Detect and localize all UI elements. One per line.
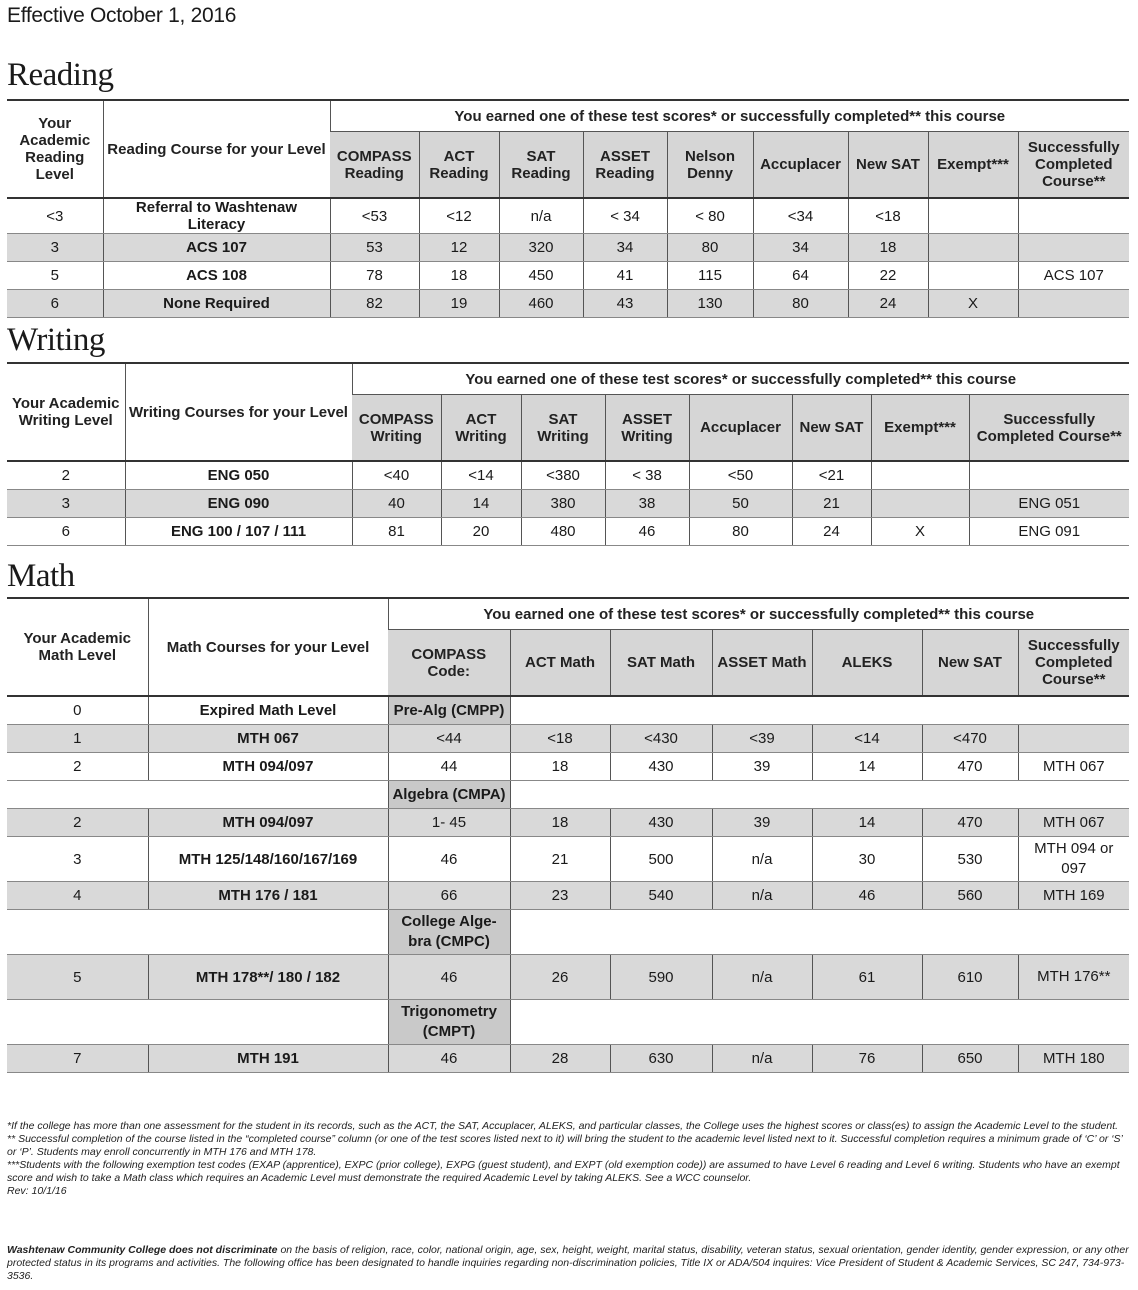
math-value-cell: <39 — [712, 725, 812, 753]
footnotes — [7, 1120, 1131, 1198]
math-value-cell: 61 — [812, 955, 922, 1000]
math-title: Math — [7, 558, 75, 594]
effective-date: Effective October 1, 2016 — [7, 4, 237, 27]
writing-col-header: COMPASS Writing — [352, 395, 441, 461]
math-row — [7, 753, 1129, 781]
footnote-3: ***Students with the following exemption test codes (EXAP (apprentice), EXPC (prior college), EXPG (guest student), and EXPT (old exemption code)) are assumed to have Level 6 reading and Level 6 writing. Students who have an exempt score and wish to take a Math class which requires an Academic Level must demonstrate the required Academic Level by taking ALEKS. See a WCC counselor. — [7, 1159, 1120, 1184]
math-value-cell: 430 — [610, 753, 712, 781]
math-level-header: Your Academic Math Level — [7, 598, 148, 696]
reading-value-cell: 130 — [667, 290, 753, 318]
reading-row — [7, 262, 1129, 290]
reading-value-cell: 34 — [753, 234, 848, 262]
math-banner: You earned one of these test scores* or successfully completed** this course — [388, 598, 1129, 630]
math-row — [7, 1045, 1129, 1073]
non-discrimination-notice — [7, 1244, 1131, 1283]
math-value-cell: n/a — [712, 955, 812, 1000]
math-value-cell: <18 — [510, 725, 610, 753]
reading-value-cell: 34 — [583, 234, 667, 262]
reading-row — [7, 198, 1129, 234]
footnote-2: ** Successful completion of the course listed in the “completed course” column (or one of the test scores listed next to it) will bring the student to the academic level listed next to it. Successful completion requires a minimum grade of ‘C’ or ‘S’ or ‘P’. Students may enroll concurrently in MTH 176 and MTH 178. — [7, 1133, 1123, 1158]
writing-col-header: Successfully Completed Course** — [969, 395, 1129, 461]
math-value-cell: 590 — [610, 955, 712, 1000]
reading-value-cell: ACS 107 — [1018, 262, 1129, 290]
reading-value-cell: 41 — [583, 262, 667, 290]
math-value-cell — [1018, 725, 1129, 753]
reading-value-cell — [928, 198, 1018, 234]
math-course-cell: MTH 125/148/160/167/169 — [148, 837, 388, 882]
writing-col-header: New SAT — [792, 395, 871, 461]
math-course-cell: MTH 094/097 — [148, 753, 388, 781]
writing-value-cell — [871, 461, 969, 490]
math-blank-cell — [510, 781, 1129, 809]
math-row — [7, 882, 1129, 910]
reading-value-cell: 450 — [499, 262, 583, 290]
math-value-cell: n/a — [712, 882, 812, 910]
math-row — [7, 809, 1129, 837]
writing-value-cell: 46 — [605, 518, 689, 546]
writing-value-cell — [871, 490, 969, 518]
writing-value-cell: 20 — [441, 518, 521, 546]
math-value-cell: 26 — [510, 955, 610, 1000]
writing-value-cell: 21 — [792, 490, 871, 518]
writing-banner: You earned one of these test scores* or successfully completed** this course — [352, 363, 1129, 395]
math-blank-cell — [510, 1000, 1129, 1045]
reading-value-cell: 82 — [330, 290, 419, 318]
math-value-cell: 18 — [510, 753, 610, 781]
math-level-cell: 3 — [7, 837, 148, 882]
writing-value-cell: <50 — [689, 461, 792, 490]
math-value-cell: 28 — [510, 1045, 610, 1073]
math-value-cell: 470 — [922, 753, 1018, 781]
math-value-cell: 46 — [812, 882, 922, 910]
writing-value-cell: ENG 051 — [969, 490, 1129, 518]
reading-table — [7, 99, 1129, 318]
math-value-cell: 46 — [388, 955, 510, 1000]
reading-value-cell: 64 — [753, 262, 848, 290]
math-value-cell: 650 — [922, 1045, 1018, 1073]
writing-value-cell: <14 — [441, 461, 521, 490]
math-value-cell: MTH 094 or 097 — [1018, 837, 1129, 882]
writing-value-cell: 24 — [792, 518, 871, 546]
reading-col-header: Accuplacer — [753, 132, 848, 198]
writing-value-cell: 80 — [689, 518, 792, 546]
reading-level-cell: 6 — [7, 290, 103, 318]
writing-value-cell: <380 — [521, 461, 605, 490]
writing-value-cell: <21 — [792, 461, 871, 490]
writing-title: Writing — [7, 322, 105, 358]
nd-heading: Washtenaw Community College does not discriminate — [7, 1244, 278, 1256]
math-code-label: Trigonometry (CMPT) — [388, 1000, 510, 1045]
writing-value-cell: 380 — [521, 490, 605, 518]
math-code-label: College Alge- bra (CMPC) — [388, 910, 510, 955]
math-value-cell: 21 — [510, 837, 610, 882]
math-level-cell: 4 — [7, 882, 148, 910]
math-value-cell: <44 — [388, 725, 510, 753]
math-value-cell: 1- 45 — [388, 809, 510, 837]
math-row — [7, 725, 1129, 753]
reading-value-cell: 115 — [667, 262, 753, 290]
math-level-cell: 2 — [7, 809, 148, 837]
reading-level-header: Your Academic Reading Level — [7, 100, 103, 198]
math-value-cell: MTH 169 — [1018, 882, 1129, 910]
math-value-cell: 470 — [922, 809, 1018, 837]
math-value-cell: 540 — [610, 882, 712, 910]
reading-value-cell — [1018, 198, 1129, 234]
writing-value-cell: 81 — [352, 518, 441, 546]
math-value-cell: 66 — [388, 882, 510, 910]
math-col-header: COMPASS Code: — [388, 630, 510, 696]
reading-level-cell: <3 — [7, 198, 103, 234]
math-row — [7, 837, 1129, 882]
reading-col-header: ACT Reading — [419, 132, 499, 198]
writing-value-cell: X — [871, 518, 969, 546]
writing-level-header: Your Academic Writing Level — [7, 363, 125, 461]
reading-col-header: Nelson Denny — [667, 132, 753, 198]
writing-value-cell: ENG 091 — [969, 518, 1129, 546]
reading-course-cell: ACS 107 — [103, 234, 330, 262]
math-value-cell: <14 — [812, 725, 922, 753]
reading-value-cell: 18 — [419, 262, 499, 290]
reading-value-cell: 24 — [848, 290, 928, 318]
math-value-cell: 18 — [510, 809, 610, 837]
revision: Rev: 10/1/16 — [7, 1185, 67, 1197]
writing-value-cell: 50 — [689, 490, 792, 518]
reading-course-header: Reading Course for your Level — [103, 100, 330, 198]
writing-col-header: Accuplacer — [689, 395, 792, 461]
reading-col-header: ASSET Reading — [583, 132, 667, 198]
reading-value-cell: 53 — [330, 234, 419, 262]
math-blank-cell — [7, 1000, 388, 1045]
reading-value-cell: 80 — [753, 290, 848, 318]
math-value-cell: 46 — [388, 1045, 510, 1073]
math-value-cell: 610 — [922, 955, 1018, 1000]
math-blank-cell — [510, 910, 1129, 955]
writing-value-cell: 38 — [605, 490, 689, 518]
math-value-cell: MTH 180 — [1018, 1045, 1129, 1073]
writing-level-cell: 6 — [7, 518, 125, 546]
reading-value-cell: X — [928, 290, 1018, 318]
math-value-cell: 560 — [922, 882, 1018, 910]
reading-course-cell: Referral to Washtenaw Literacy — [103, 198, 330, 234]
nd-body: on the basis of religion, race, color, national origin, age, sex, height, weight, marital status, disability, veteran status, sexual orientation, gender identity, gender expression, or any other protected status in its programs and activities. The following office has been designated to handle inquiries regarding non-discrimination policies, Title IX or ADA/504 inquires: Vice President of Student & Academic Services, SC 247, 734-973-3536. — [7, 1244, 1129, 1282]
math-value-cell: n/a — [712, 1045, 812, 1073]
reading-course-cell: None Required — [103, 290, 330, 318]
reading-value-cell: 78 — [330, 262, 419, 290]
math-value-cell: 30 — [812, 837, 922, 882]
reading-row — [7, 234, 1129, 262]
writing-col-header: ASSET Writing — [605, 395, 689, 461]
math-value-cell: 430 — [610, 809, 712, 837]
math-code-label: Algebra (CMPA) — [388, 781, 510, 809]
math-level-cell: 1 — [7, 725, 148, 753]
writing-value-cell: 40 — [352, 490, 441, 518]
math-course-cell: MTH 191 — [148, 1045, 388, 1073]
writing-row — [7, 490, 1129, 518]
writing-col-header: SAT Writing — [521, 395, 605, 461]
math-course-cell: MTH 094/097 — [148, 809, 388, 837]
math-value-cell: 46 — [388, 837, 510, 882]
reading-value-cell: <53 — [330, 198, 419, 234]
writing-course-cell: ENG 090 — [125, 490, 352, 518]
math-table — [7, 597, 1129, 1073]
reading-value-cell: n/a — [499, 198, 583, 234]
math-value-cell: n/a — [712, 837, 812, 882]
writing-course-cell: ENG 100 / 107 / 111 — [125, 518, 352, 546]
reading-value-cell: <34 — [753, 198, 848, 234]
math-value-cell: 530 — [922, 837, 1018, 882]
math-level-cell: 5 — [7, 955, 148, 1000]
math-course-cell: MTH 067 — [148, 725, 388, 753]
reading-value-cell: 18 — [848, 234, 928, 262]
reading-value-cell — [928, 234, 1018, 262]
writing-row — [7, 461, 1129, 490]
math-col-header: Successfully Completed Course** — [1018, 630, 1129, 696]
math-value-cell: <430 — [610, 725, 712, 753]
reading-value-cell: <18 — [848, 198, 928, 234]
reading-value-cell: 80 — [667, 234, 753, 262]
math-course-cell: MTH 176 / 181 — [148, 882, 388, 910]
math-value-cell: 500 — [610, 837, 712, 882]
reading-value-cell: 320 — [499, 234, 583, 262]
reading-level-cell: 3 — [7, 234, 103, 262]
math-level-cell: 7 — [7, 1045, 148, 1073]
reading-col-header: SAT Reading — [499, 132, 583, 198]
reading-value-cell — [928, 262, 1018, 290]
writing-value-cell: <40 — [352, 461, 441, 490]
reading-value-cell — [1018, 290, 1129, 318]
math-empty-cell — [510, 696, 1129, 725]
reading-row — [7, 290, 1129, 318]
writing-level-cell: 2 — [7, 461, 125, 490]
writing-row — [7, 518, 1129, 546]
reading-value-cell: 22 — [848, 262, 928, 290]
math-value-cell: 23 — [510, 882, 610, 910]
reading-value-cell: 19 — [419, 290, 499, 318]
writing-col-header: ACT Writing — [441, 395, 521, 461]
math-value-cell: 39 — [712, 753, 812, 781]
math-col-header: ALEKS — [812, 630, 922, 696]
math-col-header: SAT Math — [610, 630, 712, 696]
reading-col-header: Exempt*** — [928, 132, 1018, 198]
writing-value-cell: < 38 — [605, 461, 689, 490]
math-value-cell: MTH 067 — [1018, 809, 1129, 837]
writing-value-cell — [969, 461, 1129, 490]
math-course-cell: MTH 178**/ 180 / 182 — [148, 955, 388, 1000]
writing-course-header: Writing Courses for your Level — [125, 363, 352, 461]
reading-level-cell: 5 — [7, 262, 103, 290]
math-value-cell: 630 — [610, 1045, 712, 1073]
writing-col-header: Exempt*** — [871, 395, 969, 461]
reading-col-header: New SAT — [848, 132, 928, 198]
reading-col-header: Successfully Completed Course** — [1018, 132, 1129, 198]
math-value-cell: 76 — [812, 1045, 922, 1073]
math-value-cell: MTH 067 — [1018, 753, 1129, 781]
math-col-header: New SAT — [922, 630, 1018, 696]
math-value-cell: 39 — [712, 809, 812, 837]
writing-value-cell: 480 — [521, 518, 605, 546]
reading-value-cell: 12 — [419, 234, 499, 262]
reading-value-cell — [1018, 234, 1129, 262]
math-value-cell: <470 — [922, 725, 1018, 753]
math-col-header: ACT Math — [510, 630, 610, 696]
math-code-label: Pre-Alg (CMPP) — [388, 696, 510, 725]
reading-course-cell: ACS 108 — [103, 262, 330, 290]
math-blank-cell — [7, 781, 388, 809]
reading-col-header: COMPASS Reading — [330, 132, 419, 198]
math-value-cell: 14 — [812, 809, 922, 837]
math-row — [7, 955, 1129, 1000]
reading-value-cell: < 34 — [583, 198, 667, 234]
math-course-cell: Expired Math Level — [148, 696, 388, 725]
reading-banner: You earned one of these test scores* or successfully completed** this course — [330, 100, 1129, 132]
math-value-cell: 44 — [388, 753, 510, 781]
writing-level-cell: 3 — [7, 490, 125, 518]
math-col-header: ASSET Math — [712, 630, 812, 696]
reading-title: Reading — [7, 57, 114, 93]
reading-value-cell: 43 — [583, 290, 667, 318]
reading-value-cell: < 80 — [667, 198, 753, 234]
math-blank-cell — [7, 910, 388, 955]
writing-course-cell: ENG 050 — [125, 461, 352, 490]
reading-value-cell: 460 — [499, 290, 583, 318]
math-course-header: Math Courses for your Level — [148, 598, 388, 696]
writing-value-cell: 14 — [441, 490, 521, 518]
math-level-cell: 0 — [7, 696, 148, 725]
writing-table — [7, 362, 1129, 546]
footnote-1: *If the college has more than one assessment for the student in its records, such as the ACT, the SAT, Accuplacer, ALEKS, and particular classes, the College uses the highest scores or class(es) to assign the Academic Level to the student. — [7, 1120, 1119, 1132]
math-level-cell: 2 — [7, 753, 148, 781]
math-value-cell: 14 — [812, 753, 922, 781]
reading-value-cell: <12 — [419, 198, 499, 234]
math-value-cell: MTH 176** — [1018, 955, 1129, 1000]
